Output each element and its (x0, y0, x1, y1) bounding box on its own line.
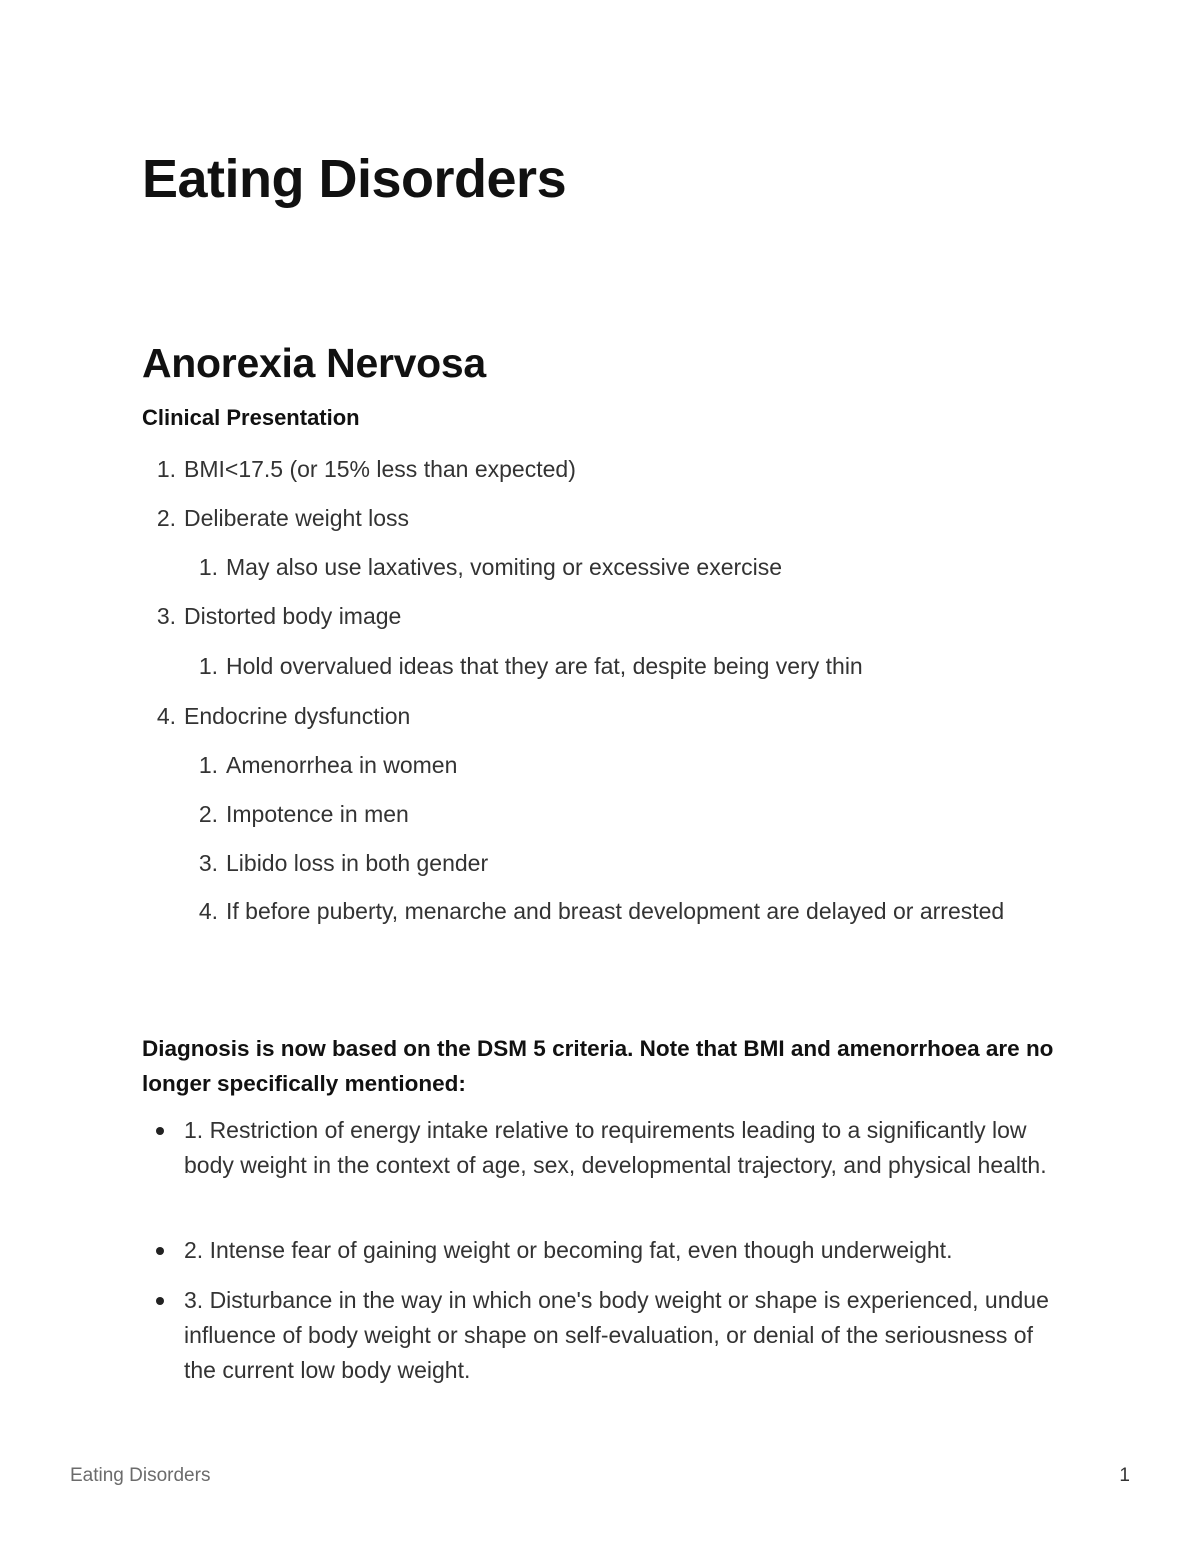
list-item-number: 2. (198, 801, 218, 827)
list-item-text: Libido loss in both gender (226, 850, 489, 876)
sub-list-item (198, 800, 409, 828)
list-item-text: Endocrine dysfunction (184, 703, 411, 729)
list-item (156, 702, 411, 730)
list-item (156, 504, 410, 532)
list-item-text: BMI<17.5 (or 15% less than expected) (184, 456, 576, 482)
footer-document-title: Eating Disorders (70, 1465, 211, 1486)
list-item-number: 4. (198, 898, 218, 924)
bullet-icon (156, 1127, 164, 1135)
sub-list-item (198, 553, 783, 581)
criteria-item (184, 1113, 1064, 1183)
criteria-text: 3. Disturbance in the way in which one's body weight or shape is experienced, undue influence of body weight or shape on self-evaluation, or denial of the seriousness of the current low body weight. (184, 1287, 1049, 1383)
bullet-icon (156, 1247, 164, 1255)
list-item-text: May also use laxatives, vomiting or excessive exercise (226, 554, 783, 580)
page-title: Eating Disorders (142, 149, 567, 209)
list-item-number: 1. (198, 653, 218, 679)
list-item-text: Amenorrhea in women (226, 752, 458, 778)
list-item-text: Impotence in men (226, 801, 409, 827)
subheading-clinical-presentation: Clinical Presentation (142, 405, 360, 430)
list-item-number: 2. (156, 505, 176, 531)
criteria-text: 2. Intense fear of gaining weight or becoming fat, even though underweight. (184, 1237, 953, 1263)
diagnosis-heading: Diagnosis is now based on the DSM 5 criteria. Note that BMI and amenorrhoea are no longer specifically mentioned: (142, 1036, 1054, 1096)
list-item-number: 1. (198, 752, 218, 778)
list-item-number: 1. (156, 456, 176, 482)
list-item-number: 3. (156, 603, 176, 629)
list-item-text: If before puberty, menarche and breast development are delayed or arrested (226, 898, 1005, 924)
criteria-item (184, 1283, 1064, 1388)
list-item (156, 602, 402, 630)
list-item-text: Hold overvalued ideas that they are fat, despite being very thin (226, 653, 863, 679)
footer-page-number: 1 (1119, 1465, 1130, 1486)
list-item-text: Distorted body image (184, 603, 402, 629)
list-item-text: Deliberate weight loss (184, 505, 410, 531)
sub-list-item (198, 894, 1006, 929)
criteria-item (184, 1233, 1064, 1268)
bullet-icon (156, 1297, 164, 1305)
section-heading-anorexia-nervosa: Anorexia Nervosa (142, 340, 486, 386)
list-item-number: 3. (198, 850, 218, 876)
list-item (156, 455, 576, 483)
sub-list-item (198, 652, 863, 680)
list-item-number: 4. (156, 703, 176, 729)
list-item-number: 1. (198, 554, 218, 580)
sub-list-item (198, 751, 458, 779)
sub-list-item (198, 849, 489, 877)
criteria-text: 1. Restriction of energy intake relative to requirements leading to a significantly low body weight in the context of age, sex, developmental trajectory, and physical health. (184, 1117, 1047, 1178)
